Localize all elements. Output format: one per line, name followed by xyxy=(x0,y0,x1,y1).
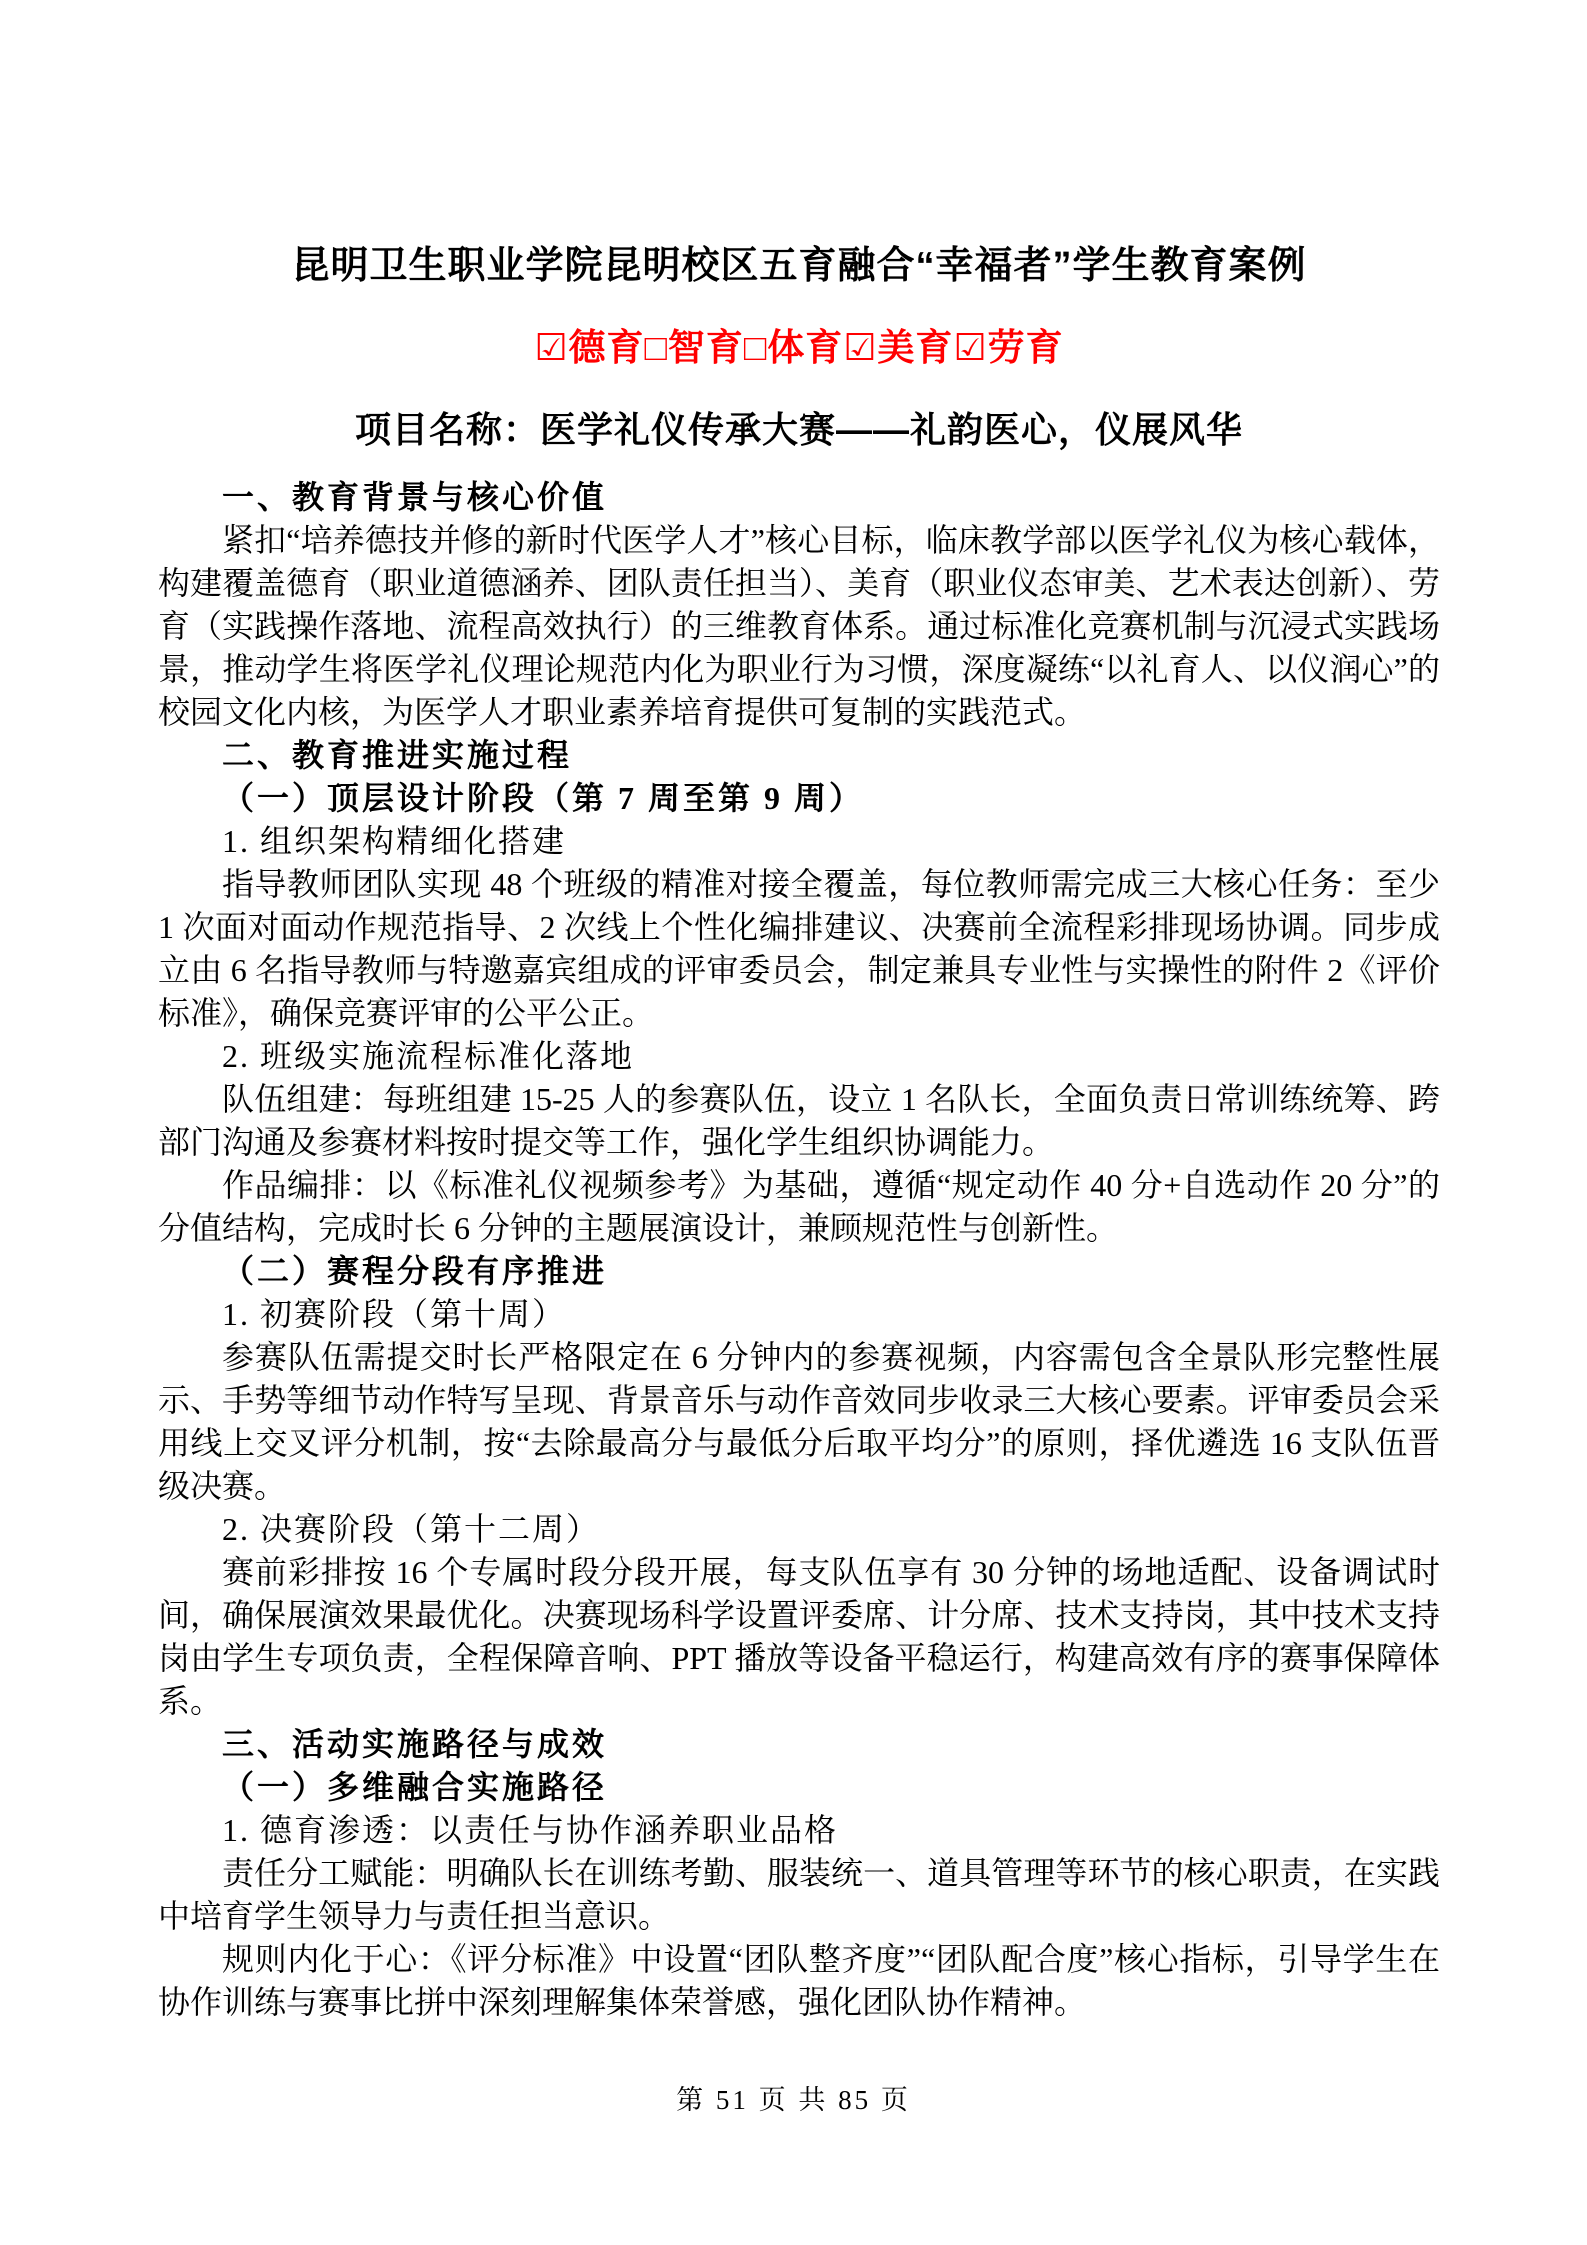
body-paragraph: 指导教师团队实现 48 个班级的精准对接全覆盖，每位教师需完成三大核心任务：至少 1 次面对面动作规范指导、2 次线上个性化编排建议、决赛前全流程彩排现场协调。同步成立由 6 名指导教师与特邀嘉宾组成的评审委员会，制定兼具专业性与实操性的附件 2《评价标准》，确保竞赛评审的公平公正。 xyxy=(158,866,1440,1031)
five-education-line xyxy=(158,324,1440,372)
page-number-footer: 第 51 页 共 85 页 xyxy=(676,2085,911,2115)
section-heading: 一、教育背景与核心价值 xyxy=(222,479,608,515)
body-paragraph: 作品编排：以《标准礼仪视频参考》为基础，遵循“规定动作 40 分+自选动作 20 分”的分值结构，完成时长 6 分钟的主题展演设计，兼顾规范性与创新性。 xyxy=(158,1167,1440,1246)
section-heading: 二、教育推进实施过程 xyxy=(222,737,573,773)
five-education-checkboxes: ☑德育□智育□体育☑美育☑劳育 xyxy=(534,327,1064,368)
sub-heading: （一）多维融合实施路径 xyxy=(222,1769,608,1805)
document-title: 昆明卫生职业学院昆明校区五育融合“幸福者”学生教育案例 xyxy=(291,245,1307,287)
body-paragraph: 参赛队伍需提交时长严格限定在 6 分钟内的参赛视频，内容需包含全景队形完整性展示、手势等细节动作特写呈现、背景音乐与动作音效同步收录三大核心要素。评审委员会采用线上交叉评分机制，按“去除最高分与最低分后取平均分”的原则，择优遴选 16 支队伍晋级决赛。 xyxy=(158,1339,1440,1504)
body-paragraph: 赛前彩排按 16 个专属时段分段开展，每支队伍享有 30 分钟的场地适配、设备调试时间，确保展演效果最优化。决赛现场科学设置评委席、计分席、技术支持岗，其中技术支持岗由学生专项负责，全程保障音响、PPT 播放等设备平稳运行，构建高效有序的赛事保障体系。 xyxy=(158,1554,1440,1719)
numbered-item: 2. 班级实施流程标准化落地 xyxy=(222,1038,635,1074)
numbered-item: 1. 德育渗透：以责任与协作涵养职业品格 xyxy=(222,1812,839,1848)
body-paragraph: 责任分工赋能：明确队长在训练考勤、服装统一、道具管理等环节的核心职责，在实践中培育学生领导力与责任担当意识。 xyxy=(158,1855,1440,1934)
body-paragraph: 队伍组建：每班组建 15-25 人的参赛队伍，设立 1 名队长，全面负责日常训练统筹、跨部门沟通及参赛材料按时提交等工作，强化学生组织协调能力。 xyxy=(158,1081,1440,1160)
body-paragraph: 规则内化于心：《评分标准》中设置“团队整齐度”“团队配合度”核心指标，引导学生在协作训练与赛事比拼中深刻理解集体荣誉感，强化团队协作精神。 xyxy=(158,1941,1440,2020)
numbered-item: 2. 决赛阶段（第十二周） xyxy=(222,1511,601,1547)
body-paragraph: 紧扣“培养德技并修的新时代医学人才”核心目标，临床教学部以医学礼仪为核心载体，构建覆盖德育（职业道德涵养、团队责任担当）、美育（职业仪态审美、艺术表达创新）、劳育（实践操作落地、流程高效执行）的三维教育体系。通过标准化竞赛机制与沉浸式实践场景，推动学生将医学礼仪理论规范内化为职业行为习惯，深度凝练“以礼育人、以仪润心”的校园文化内核，为医学人才职业素养培育提供可复制的实践范式。 xyxy=(158,522,1440,730)
numbered-item: 1. 组织架构精细化搭建 xyxy=(222,823,567,859)
sub-heading: （一）顶层设计阶段（第 7 周至第 9 周） xyxy=(222,780,865,816)
document-content xyxy=(158,240,1440,2024)
document-body xyxy=(158,476,1440,2024)
numbered-item: 1. 初赛阶段（第十周） xyxy=(222,1296,567,1332)
section-heading: 三、活动实施路径与成效 xyxy=(222,1726,608,1762)
sub-heading: （二）赛程分段有序推进 xyxy=(222,1253,608,1289)
project-title: 项目名称：医学礼仪传承大赛——礼韵医心，仪展风华 xyxy=(354,409,1243,450)
